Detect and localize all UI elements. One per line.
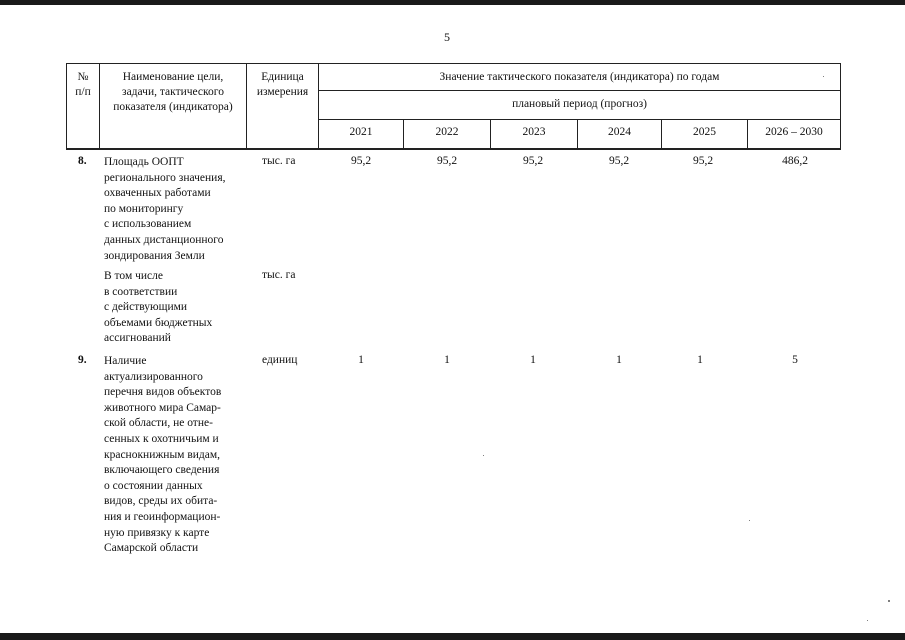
header-col-name xyxy=(100,70,246,115)
indicator-unit: единиц xyxy=(262,354,298,366)
year-2023: 2023 xyxy=(522,126,546,138)
value-2023: 95,2 xyxy=(522,155,544,167)
header-col-unit-text: Единица измерения xyxy=(256,71,309,98)
header-col-number-text: № п/п xyxy=(75,71,91,98)
row-number: 8. xyxy=(78,155,87,167)
year-2021: 2021 xyxy=(349,126,373,138)
value-2021: 95,2 xyxy=(350,155,372,167)
value-2023: 1 xyxy=(530,354,536,366)
page-number: 5 xyxy=(444,30,450,44)
scan-speck xyxy=(483,455,484,456)
value-2026-2030: 486,2 xyxy=(782,155,808,167)
value-2025: 95,2 xyxy=(692,155,714,167)
scan-speck xyxy=(749,520,750,521)
scan-speck xyxy=(888,600,890,602)
year-2026-2030: 2026 – 2030 xyxy=(765,126,823,138)
value-2022: 95,2 xyxy=(436,155,458,167)
scan-bottom-border xyxy=(0,633,905,640)
header-col-name-text: Наименование цели, задачи, тактического показателя (индикатора) xyxy=(113,71,233,113)
header-col-values: Значение тактического показателя (индикатора) по годам xyxy=(439,71,720,83)
scan-speck xyxy=(823,76,824,77)
value-2026-2030: 5 xyxy=(792,354,798,366)
header-col-unit xyxy=(247,70,318,100)
row-number: 9. xyxy=(78,354,87,366)
value-2021: 1 xyxy=(358,354,364,366)
indicator-name: Площадь ООПТ регионального значения, охваченных работами по мониторингу с использованием данных дистанционного зондирования Земли xyxy=(104,156,226,262)
header-col-number xyxy=(67,70,99,100)
indicator-unit: тыс. га xyxy=(262,155,296,167)
value-2025: 1 xyxy=(697,354,703,366)
indicator-unit: тыс. га xyxy=(262,269,296,281)
value-2024: 1 xyxy=(616,354,622,366)
indicator-name: Наличие актуализированного перечня видов объектов животного мира Самар- ской области, не отне- сенных к охотничьим и краснокнижным видам, включающего сведения о состоянии данных видов, среды их обита- ния и геоинформацион- ную привязку к карте Самарской области xyxy=(104,355,222,555)
indicator-name: В том числе в соответствии с действующими объемами бюджетных ассигнований xyxy=(104,270,213,345)
year-2024: 2024 xyxy=(608,126,631,138)
year-2022: 2022 xyxy=(435,126,459,138)
scan-top-border xyxy=(0,0,905,5)
value-2024: 95,2 xyxy=(608,155,630,167)
scan-speck xyxy=(867,620,868,621)
header-planned-period: плановый период (прогноз) xyxy=(512,98,647,110)
value-2022: 1 xyxy=(444,354,450,366)
year-2025: 2025 xyxy=(693,126,716,138)
